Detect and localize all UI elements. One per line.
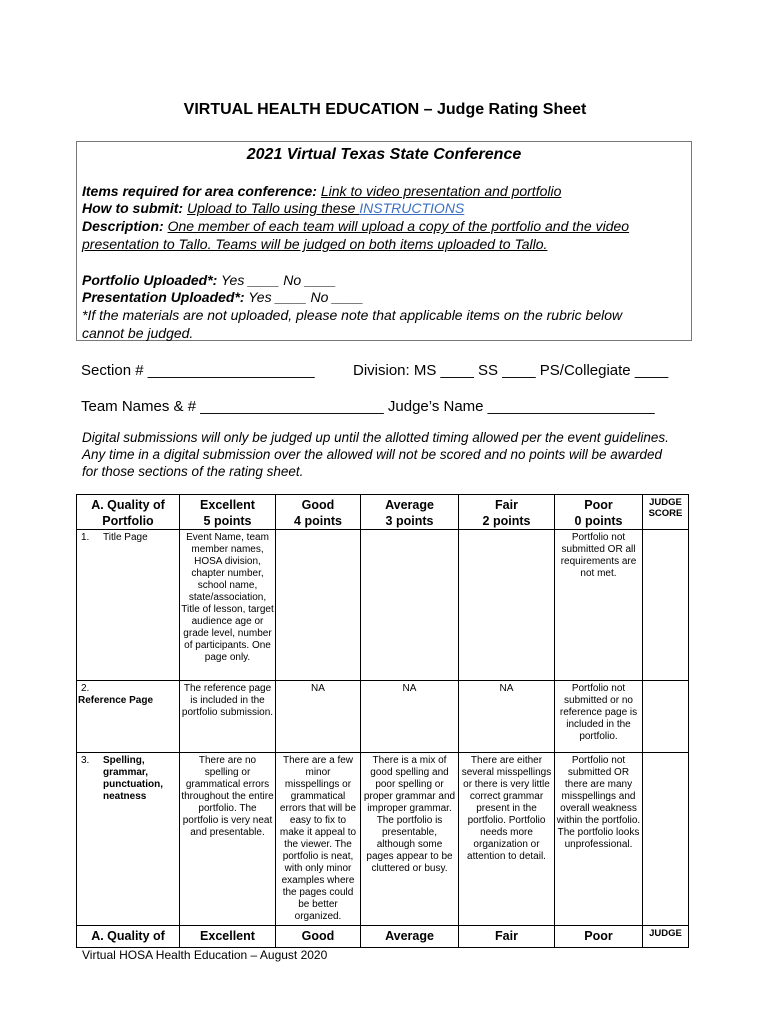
cell-excellent: Event Name, team member names, HOSA division, chapter number, school name, state/association, Title of lesson, target audience age or grade level, number of participants. One page only.: [180, 530, 276, 681]
judge-score-cell[interactable]: [643, 753, 689, 926]
table-row: [77, 530, 689, 681]
header-poor: Poor 0 points: [555, 495, 643, 530]
header-fair: Fair 2 points: [459, 495, 555, 530]
team-judge-field[interactable]: Team Names & # ______________________ Judge’s Name ____________________: [81, 398, 655, 415]
division-field[interactable]: Division: MS ____ SS ____ PS/Collegiate ____: [353, 362, 669, 379]
description-text-1: One member of each team will upload a copy of the portfolio and the video: [167, 218, 630, 234]
repeat-header-excellent: Excellent: [180, 926, 276, 948]
cell-good: [276, 530, 361, 681]
repeat-header-good: Good: [276, 926, 361, 948]
cell-fair: There are either several misspellings or there is very little correct grammar present in the portfolio. Portfolio needs more organization or attention to detail.: [459, 753, 555, 926]
cell-fair: NA: [459, 681, 555, 753]
header-judge-score: JUDGE SCORE: [643, 495, 689, 530]
notice-line-1: Digital submissions will only be judged up until the allotted timing allowed per the event guidelines.: [82, 430, 669, 445]
cell-poor: Portfolio not submitted OR there are many misspellings and overall weakness within the portfolio. The portfolio looks unprofessional.: [555, 753, 643, 926]
instructions-link[interactable]: INSTRUCTIONS: [359, 200, 465, 216]
repeat-header-judge: JUDGE: [643, 926, 689, 948]
cell-good: There are a few minor misspellings or grammatical errors that will be easy to fix to make it appeal to the viewer. The portfolio is neat, with only minor examples where the pages could be better organized.: [276, 753, 361, 926]
presentation-uploaded-label: Presentation Uploaded*:: [82, 289, 245, 305]
notice-line-3: for those sections of the rating sheet.: [82, 464, 304, 479]
rubric-table: [76, 494, 689, 948]
conference-info-box: [76, 141, 692, 341]
cell-average: There is a mix of good spelling and poor spelling or proper grammar and improper grammar. The portfolio is presentable, although some pages appear to be cluttered or busy.: [361, 753, 459, 926]
presentation-uploaded-line: [82, 289, 363, 305]
judge-score-cell[interactable]: [643, 530, 689, 681]
repeat-header-fair: Fair: [459, 926, 555, 948]
cell-excellent: There are no spelling or grammatical errors throughout the entire portfolio. The portfolio is very neat and presentable.: [180, 753, 276, 926]
criterion-spelling-grammar: 3. Spelling, grammar, punctuation, neatness: [77, 753, 180, 926]
rubric-header-row: [77, 495, 689, 530]
header-good: Good 4 points: [276, 495, 361, 530]
repeat-header-poor: Poor: [555, 926, 643, 948]
items-required-label: Items required for area conference:: [82, 183, 317, 199]
cell-excellent: The reference page is included in the portfolio submission.: [180, 681, 276, 753]
cell-poor: Portfolio not submitted OR all requirements are not met.: [555, 530, 643, 681]
table-row: [77, 681, 689, 753]
header-criteria: A. Quality of Portfolio: [77, 495, 180, 530]
items-required-line: [82, 183, 561, 199]
portfolio-uploaded-label: Portfolio Uploaded*:: [82, 272, 218, 288]
page-footer: Virtual HOSA Health Education – August 2020: [82, 948, 328, 962]
repeat-header-criteria: A. Quality of: [77, 926, 180, 948]
how-to-submit-label: How to submit:: [82, 200, 184, 216]
how-to-submit-value: Upload to Tallo using these: [187, 200, 360, 216]
upload-note-1: *If the materials are not uploaded, please note that applicable items on the rubric below: [82, 307, 623, 323]
criterion-reference-page: 2.Reference Page: [77, 681, 180, 753]
notice-line-2: Any time in a digital submission over the allowed will not be scored and no points will be awarded: [82, 447, 663, 462]
description-label: Description:: [82, 218, 164, 234]
criterion-title-page: 1. Title Page: [77, 530, 180, 681]
upload-note-2: cannot be judged.: [82, 325, 194, 341]
header-average: Average 3 points: [361, 495, 459, 530]
section-number-field[interactable]: Section # ____________________: [81, 362, 315, 379]
description-text-2: presentation to Tallo. Teams will be judged on both items uploaded to Tallo.: [82, 236, 548, 252]
portfolio-uploaded-line: [82, 272, 336, 288]
description-line: [82, 218, 629, 234]
conference-title: 2021 Virtual Texas State Conference: [246, 146, 522, 163]
presentation-uploaded-value: Yes ____ No ____: [248, 289, 364, 305]
table-row: [77, 753, 689, 926]
document-title: VIRTUAL HEALTH EDUCATION – Judge Rating Sheet: [183, 101, 587, 118]
judge-score-cell[interactable]: [643, 681, 689, 753]
portfolio-uploaded-value: Yes ____ No ____: [220, 272, 337, 288]
cell-poor: Portfolio not submitted or no reference page is included in the portfolio.: [555, 681, 643, 753]
repeat-header-average: Average: [361, 926, 459, 948]
cell-good: NA: [276, 681, 361, 753]
how-to-submit-line: [82, 200, 464, 216]
cell-average: NA: [361, 681, 459, 753]
cell-fair: [459, 530, 555, 681]
header-excellent: Excellent 5 points: [180, 495, 276, 530]
cell-average: [361, 530, 459, 681]
rubric-repeat-header-row: [77, 926, 689, 948]
items-required-value: Link to video presentation and portfolio: [320, 183, 562, 199]
